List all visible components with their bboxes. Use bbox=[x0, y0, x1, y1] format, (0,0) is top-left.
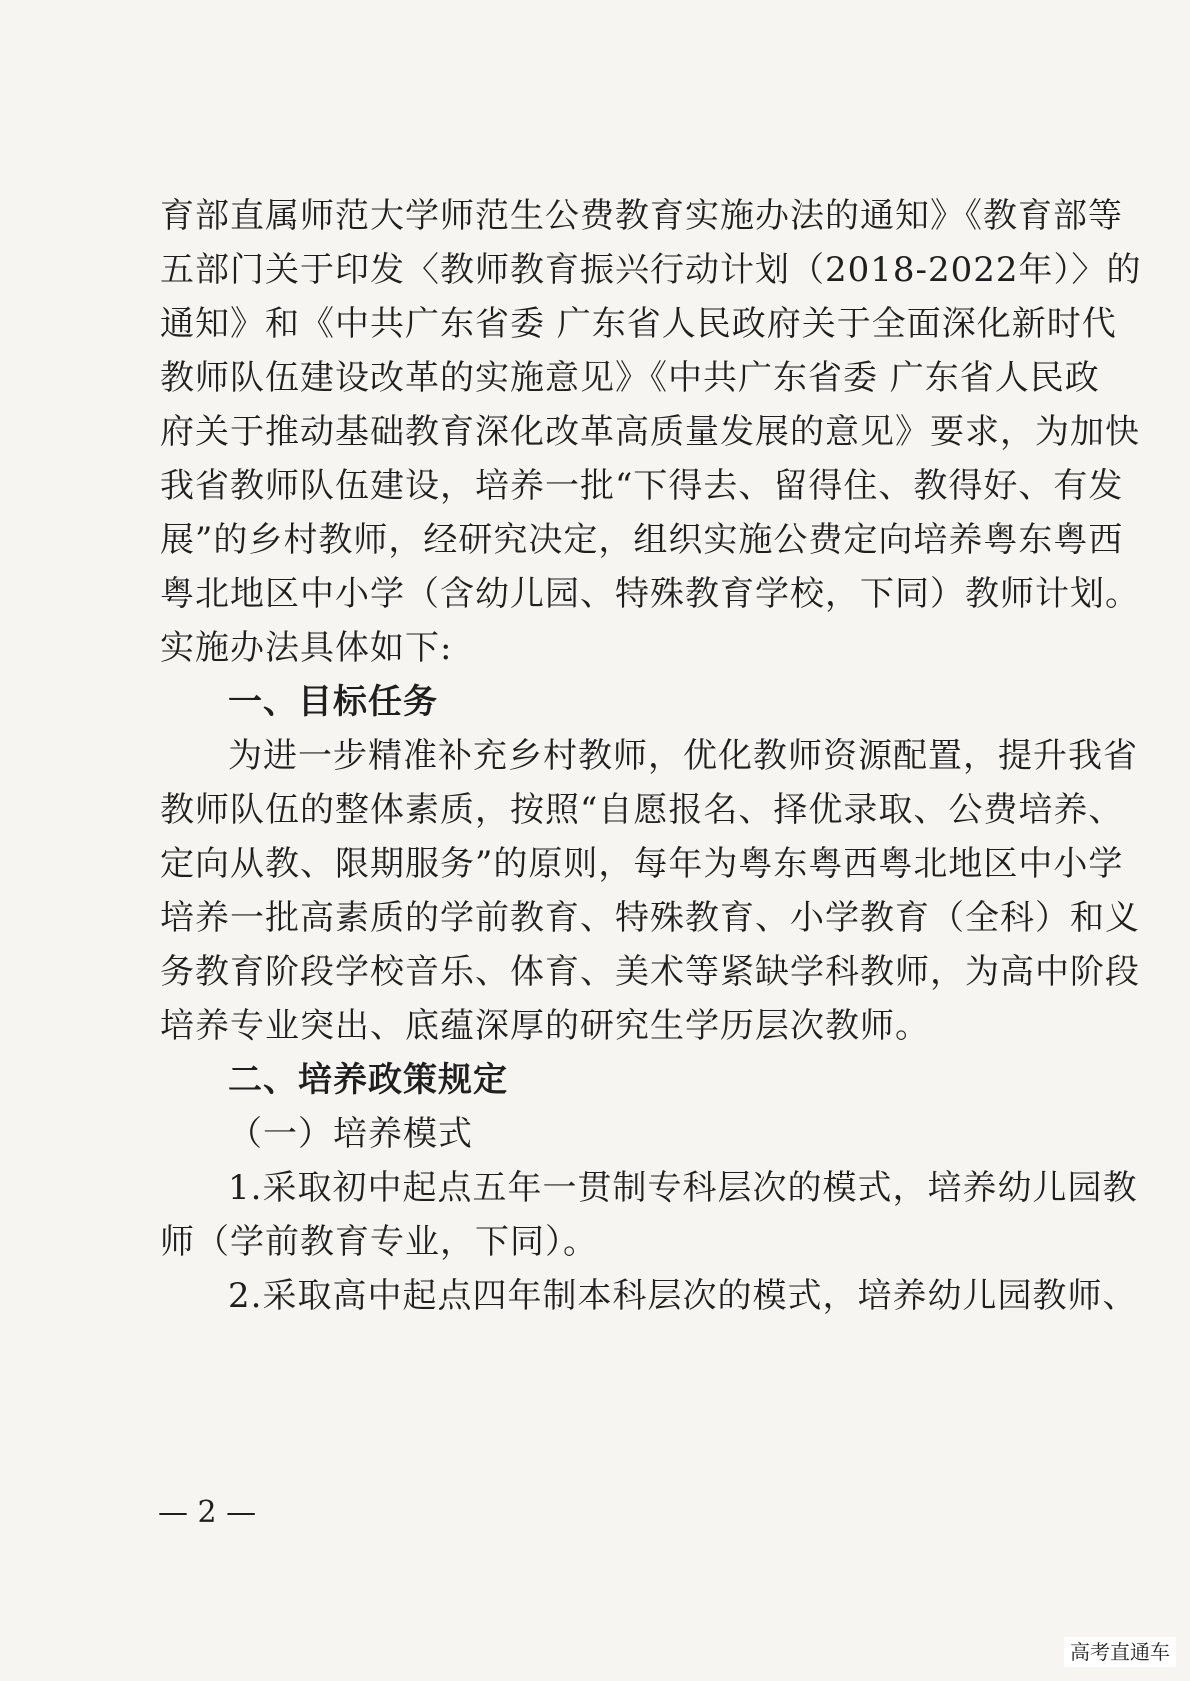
paragraph-line: 定向从教、限期服务”的原则，每年为粤东粤西粤北地区中小学 bbox=[160, 844, 1124, 884]
section-heading: 一、目标任务 bbox=[228, 682, 438, 722]
paragraph-line: 为进一步精准补充乡村教师，优化教师资源配置，提升我省 bbox=[228, 736, 1138, 776]
paragraph-line: 务教育阶段学校音乐、体育、美术等紧缺学科教师，为高中阶段 bbox=[160, 952, 1140, 992]
list-item-line: 1.采取初中起点五年一贯制专科层次的模式，培养幼儿园教 bbox=[228, 1168, 1138, 1208]
paragraph-line: 实施办法具体如下: bbox=[160, 628, 453, 668]
list-item-line: 师（学前教育专业，下同）。 bbox=[160, 1222, 598, 1262]
watermark-label: 高考直通车 bbox=[1064, 1637, 1176, 1667]
page-number: — 2 — bbox=[158, 1495, 257, 1530]
section-heading: 二、培养政策规定 bbox=[228, 1060, 508, 1100]
paragraph-line: 府关于推动基础教育深化改革高质量发展的意见》要求，为加快 bbox=[160, 412, 1140, 452]
paragraph-line: 培养一批高素质的学前教育、特殊教育、小学教育（全科）和义 bbox=[160, 898, 1140, 938]
paragraph-line: 展”的乡村教师，经研究决定，组织实施公费定向培养粤东粤西 bbox=[160, 520, 1124, 560]
paragraph-line: 通知》和《中共广东省委 广东省人民政府关于全面深化新时代 bbox=[160, 304, 1117, 344]
paragraph-line: 五部门关于印发〈教师教育振兴行动计划（2018-2022年）〉的 bbox=[160, 250, 1142, 290]
subsection-heading: （一）培养模式 bbox=[228, 1114, 473, 1154]
list-item-line: 2.采取高中起点四年制本科层次的模式，培养幼儿园教师、 bbox=[228, 1276, 1138, 1316]
paragraph-line: 教师队伍建设改革的实施意见》《中共广东省委 广东省人民政 bbox=[160, 358, 1100, 398]
paragraph-line: 粤北地区中小学（含幼儿园、特殊教育学校，下同）教师计划。 bbox=[160, 574, 1140, 614]
paragraph-line: 我省教师队伍建设，培养一批“下得去、留得住、教得好、有发 bbox=[160, 466, 1124, 506]
paragraph-line: 教师队伍的整体素质，按照“自愿报名、择优录取、公费培养、 bbox=[160, 790, 1124, 830]
paragraph-line: 育部直属师范大学师范生公费教育实施办法的通知》《教育部等 bbox=[160, 196, 1123, 236]
paragraph-line: 培养专业突出、底蕴深厚的研究生学历层次教师。 bbox=[160, 1006, 930, 1046]
